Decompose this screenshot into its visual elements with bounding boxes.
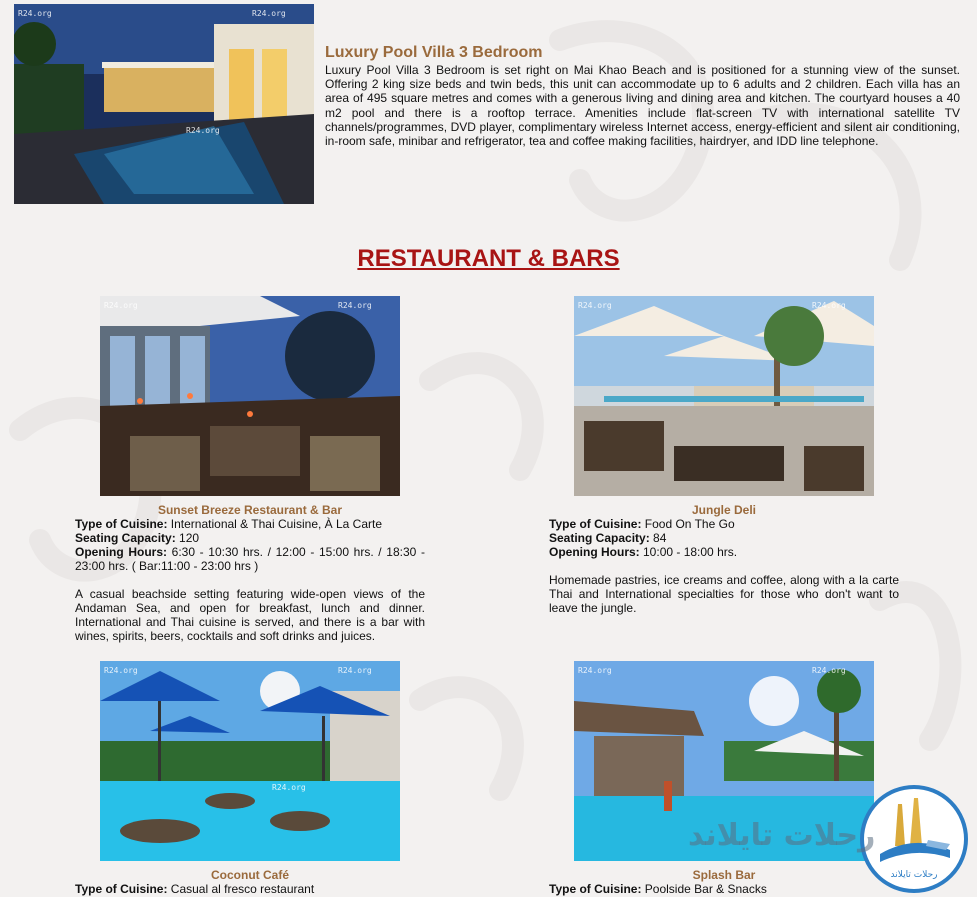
seating-value: 120 <box>175 531 200 545</box>
section-title: RESTAURANT & BARS <box>357 245 620 272</box>
restaurant-info <box>75 517 425 643</box>
watermark: R24.org <box>812 666 846 675</box>
cuisine-value: Casual al fresco restaurant <box>167 882 315 896</box>
restaurant-name: Jungle Deli <box>691 503 756 517</box>
watermark: R24.org <box>338 666 372 675</box>
restaurant-description: A casual beachside setting featuring wide-open views of the Andaman Sea, and open for breakfast, lunch and dinner. International and Thai cuisine is served, and there is a bar with wines, spirits, beers, cocktails and soft drinks and juices. <box>75 587 425 643</box>
cuisine-label: Type of Cuisine: <box>75 882 168 896</box>
watermark: R24.org <box>252 9 286 18</box>
seating-label: Seating Capacity: <box>75 531 176 545</box>
logo-small-text: رحلات تايلاند <box>890 870 938 880</box>
watermark: R24.org <box>578 666 612 675</box>
villa-description: Luxury Pool Villa 3 Bedroom is set right on Mai Khao Beach and is positioned for a stunning view of the sunset. Offering 2 king size beds and twin beds, this unit can accommodate up to 6 adults and 2 children. Each villa has an area of 495 square metres and comes with a generous living and dining area and kitchen. The courtyard houses a 40 m2 pool and there is a rooftop terrace. Amenities include flat-screen TV with international satellite TV channels/programmes, DVD player, complimentary wireless Internet access, energy-efficient and silent air conditioning, in-room safe, minibar and refrigerator, tea and coffee making facilities, hairdryer, and IDD line telephone. <box>325 63 960 149</box>
restaurant-name: Splash Bar <box>692 868 756 882</box>
restaurant-info <box>549 517 899 615</box>
restaurant-name: Sunset Breeze Restaurant & Bar <box>157 503 343 517</box>
restaurant-info <box>75 882 425 896</box>
watermark: R24.org <box>18 9 52 18</box>
cuisine-value: Poolside Bar & Snacks <box>641 882 767 896</box>
seating-label: Seating Capacity: <box>549 531 650 545</box>
sunset-breeze-photo <box>100 296 400 496</box>
watermark: R24.org <box>338 301 372 310</box>
coconut-cafe-photo <box>100 661 400 861</box>
hours-value: 6:30 - 10:30 hrs. / 12:00 - 15:00 hrs. / 18:30 - 23:00 hrs. ( Bar:11:00 - 23:00 hrs ) <box>75 545 425 573</box>
cuisine-value: International & Thai Cuisine, À La Carte <box>167 517 383 531</box>
watermark: R24.org <box>812 301 846 310</box>
watermark: R24.org <box>104 666 138 675</box>
cuisine-label: Type of Cuisine: <box>549 882 642 896</box>
hours-label: Opening Hours: <box>75 545 167 559</box>
cuisine-label: Type of Cuisine: <box>75 517 168 531</box>
restaurant-info <box>549 882 899 896</box>
seating-value: 84 <box>649 531 667 545</box>
restaurant-name: Coconut Café <box>211 868 289 882</box>
watermark: R24.org <box>104 301 138 310</box>
restaurant-description: Homemade pastries, ice creams and coffee, along with a la carte Thai and International specialties for those who don't want to leave the jungle. <box>549 573 899 615</box>
logo-watermark-text: رحلات تايلاند <box>688 818 876 853</box>
jungle-deli-photo <box>574 296 874 496</box>
villa-photo <box>14 4 314 204</box>
hours-label: Opening Hours: <box>549 545 640 559</box>
hours-value: 10:00 - 18:00 hrs. <box>639 545 738 559</box>
cuisine-label: Type of Cuisine: <box>549 517 642 531</box>
watermark: R24.org <box>578 301 612 310</box>
cuisine-value: Food On The Go <box>641 517 735 531</box>
watermark: R24.org <box>272 783 306 792</box>
villa-title: Luxury Pool Villa 3 Bedroom <box>325 44 543 61</box>
watermark: R24.org <box>186 126 220 135</box>
